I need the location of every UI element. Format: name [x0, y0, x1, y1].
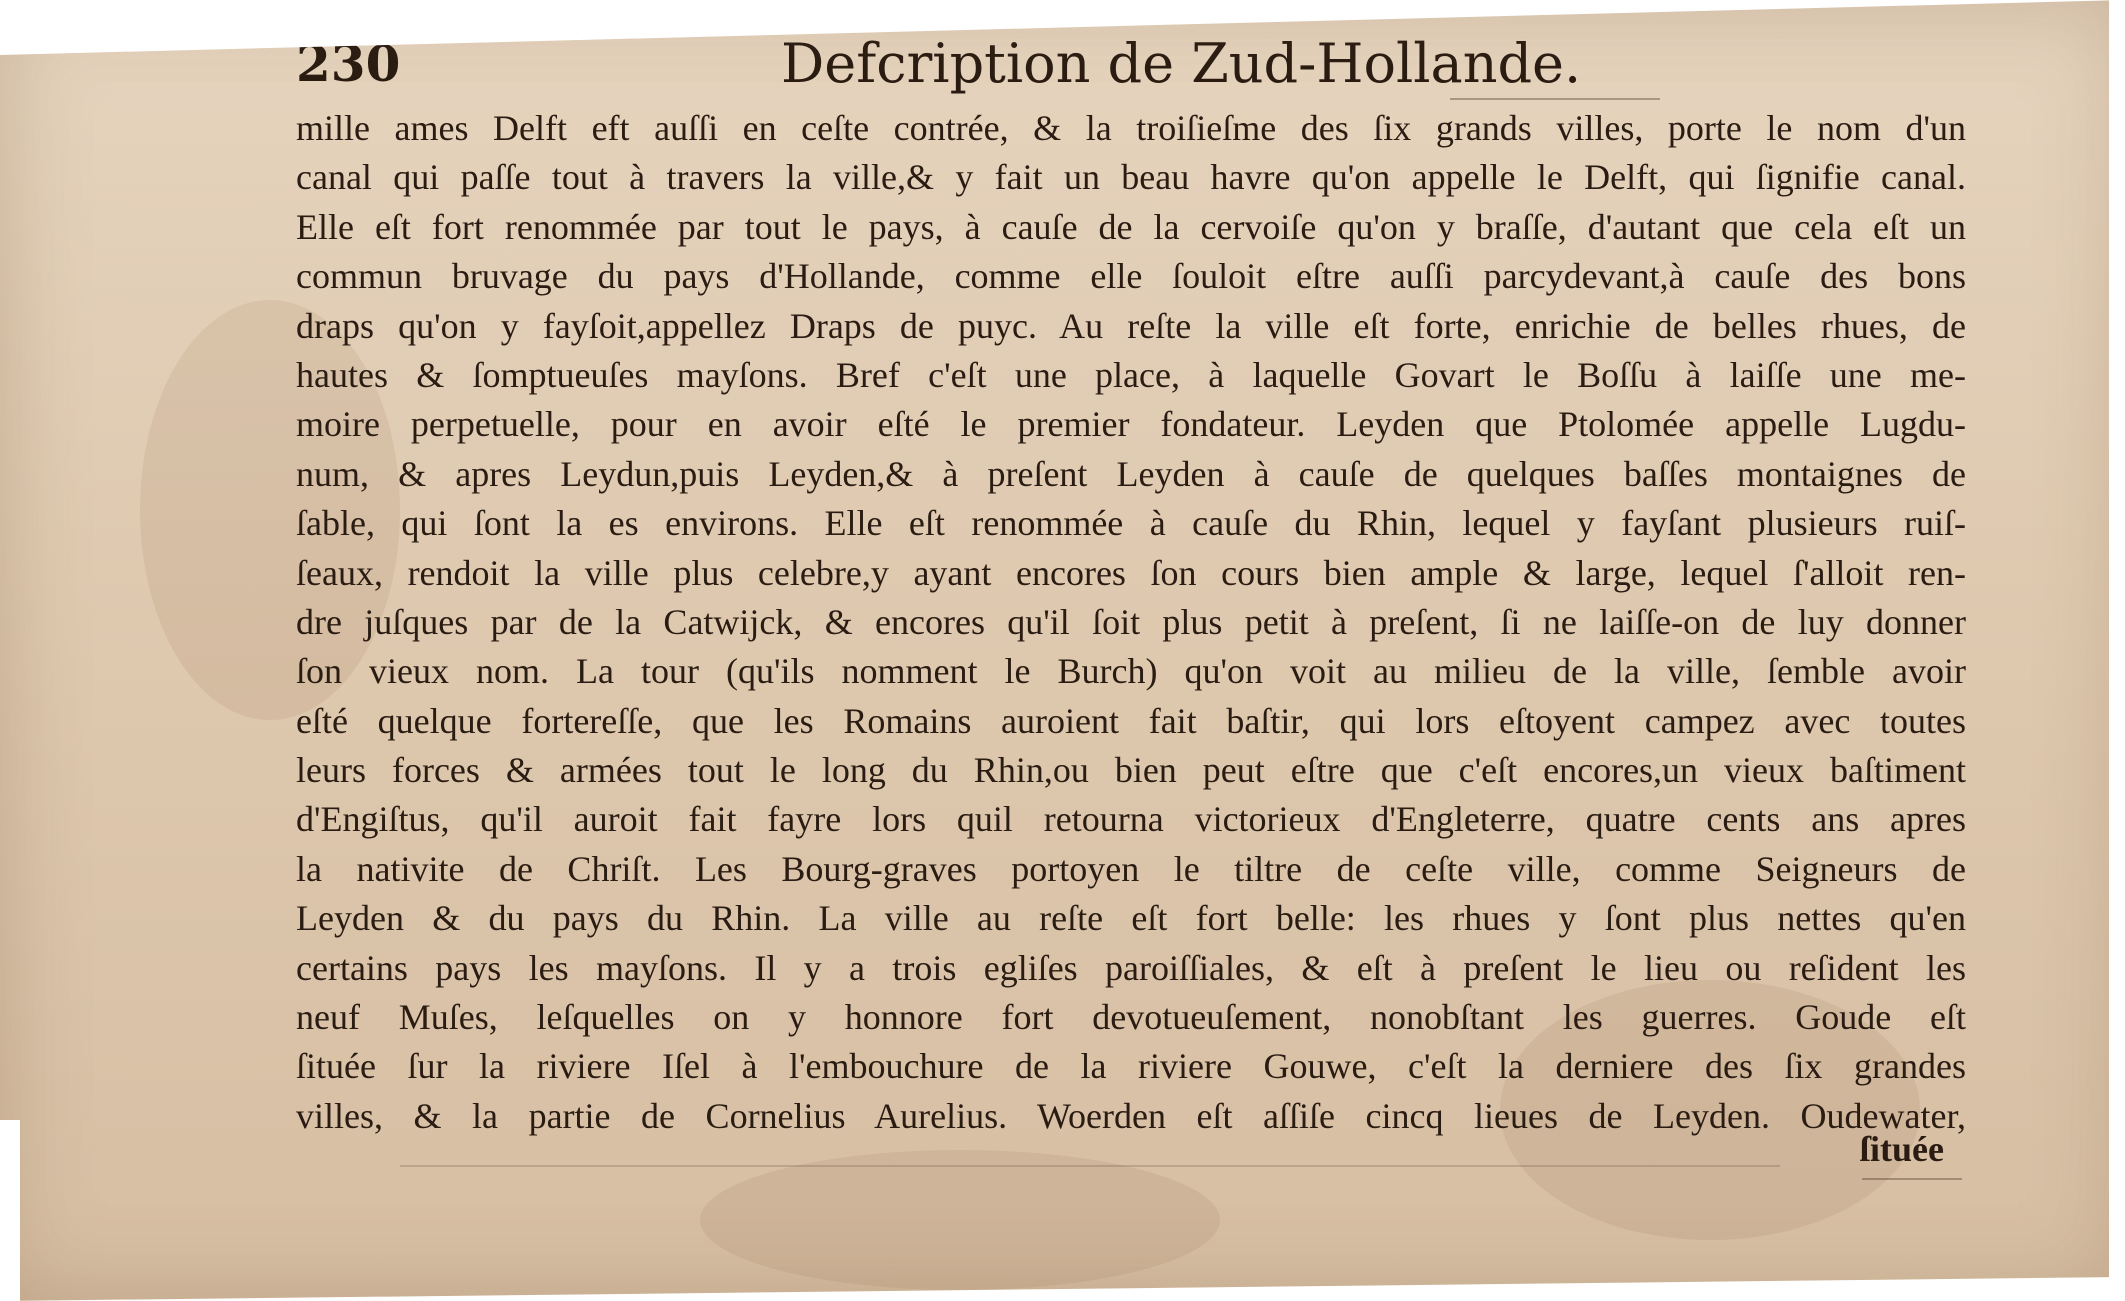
- text-line: neuf Muſes, leſquelles on y honnore fort devotueuſement, nonobſtant les guerres. Goude eſt: [296, 997, 1966, 1038]
- text-line: moire perpetuelle, pour en avoir eſté le premier fondateur. Leyden que Ptolomée appelle Lugdu-: [296, 404, 1966, 445]
- page-number: 230: [296, 34, 401, 93]
- text-line: ſable, qui ſont la es environs. Elle eſt renommée à cauſe du Rhin, lequel y fayſant plusieurs ruiſ-: [296, 503, 1966, 544]
- bottom-rule: [400, 1165, 1780, 1167]
- text-line: hautes & ſomptueuſes mayſons. Bref c'eſt une place, à laquelle Govart le Boſſu à laiſſe une me-: [296, 354, 1966, 395]
- scan-margin-left: [0, 1120, 20, 1301]
- text-line: Elle eſt fort renommée par tout le pays, à cauſe de la cervoiſe qu'on y braſſe, d'autant que cela eſt un: [296, 206, 1966, 247]
- running-title: Defcription de Zud-Hollande.: [781, 32, 1582, 95]
- text-line: certains pays les mayſons. Il y a trois egliſes paroiſſiales, & eſt à preſent le lieu ou reſident les: [296, 947, 1966, 988]
- text-line: dre juſques par de la Catwijck, & encores qu'il ſoit plus petit à preſent, ſi ne laiſſe-on de luy donner: [296, 601, 1966, 642]
- text-line: mille ames Delft eft auſſi en ceſte contrée, & la troiſieſme des ſix grands villes, porte le nom d'un: [296, 108, 1966, 148]
- scan-margin-bottom: [0, 1277, 2125, 1301]
- text-line: canal qui paſſe tout à travers la ville,& y fait un beau havre qu'on appelle le Delft, qui ſignifie canal.: [296, 157, 1966, 198]
- text-line: d'Engiſtus, qu'il auroit fait fayre lors quil retourna victorieux d'Engleterre, quatre cents ans apres: [296, 799, 1966, 840]
- text-line: leurs forces & armées tout le long du Rhin,ou bien peut eſtre que c'eſt encores,un vieux baſtiment: [296, 750, 1966, 791]
- paper-stain: [700, 1150, 1220, 1290]
- text-line: num, & apres Leydun,puis Leyden,& à preſent Leyden à cauſe de quelques baſſes montaignes de: [296, 453, 1966, 494]
- header-underline: [1450, 98, 1660, 100]
- text-line: draps qu'on y fayſoit,appellez Draps de puyc. Au reſte la ville eſt forte, enrichie de belles rhues, de: [296, 305, 1966, 346]
- text-line: commun bruvage du pays d'Hollande, comme elle ſouloit eſtre auſſi parcydevant,à cauſe des bons: [296, 256, 1966, 297]
- scan-margin-right: [2109, 0, 2125, 1301]
- text-line: ſon vieux nom. La tour (qu'ils nomment le Burch) qu'on voit au milieu de la ville, ſemble avoir: [296, 651, 1966, 692]
- text-line: ſeaux, rendoit la ville plus celebre,y ayant encores ſon cours bien ample & large, lequel ſ'alloit ren-: [296, 552, 1966, 593]
- catchword: ſituée: [1860, 1129, 1944, 1169]
- text-line: villes, & la partie de Cornelius Aurelius. Woerden eſt aſſiſe cincq lieues de Leyden. Oudewater,: [296, 1095, 1966, 1136]
- body-text: [296, 104, 1966, 1141]
- catchword-underline: [1862, 1178, 1962, 1180]
- scan-margin-top: [0, 0, 2125, 55]
- text-line: ſituée ſur la riviere Iſel à l'embouchure de la riviere Gouwe, c'eſt la derniere des ſix grandes: [296, 1046, 1966, 1087]
- text-line: eſté quelque fortereſſe, que les Romains auroient fait baſtir, qui lors eſtoyent campez avec toutes: [296, 700, 1966, 741]
- text-line: la nativite de Chriſt. Les Bourg-graves portoyen le tiltre de ceſte ville, comme Seigneurs de: [296, 848, 1966, 889]
- text-line: Leyden & du pays du Rhin. La ville au reſte eſt fort belle: les rhues y ſont plus nettes qu'en: [296, 898, 1966, 939]
